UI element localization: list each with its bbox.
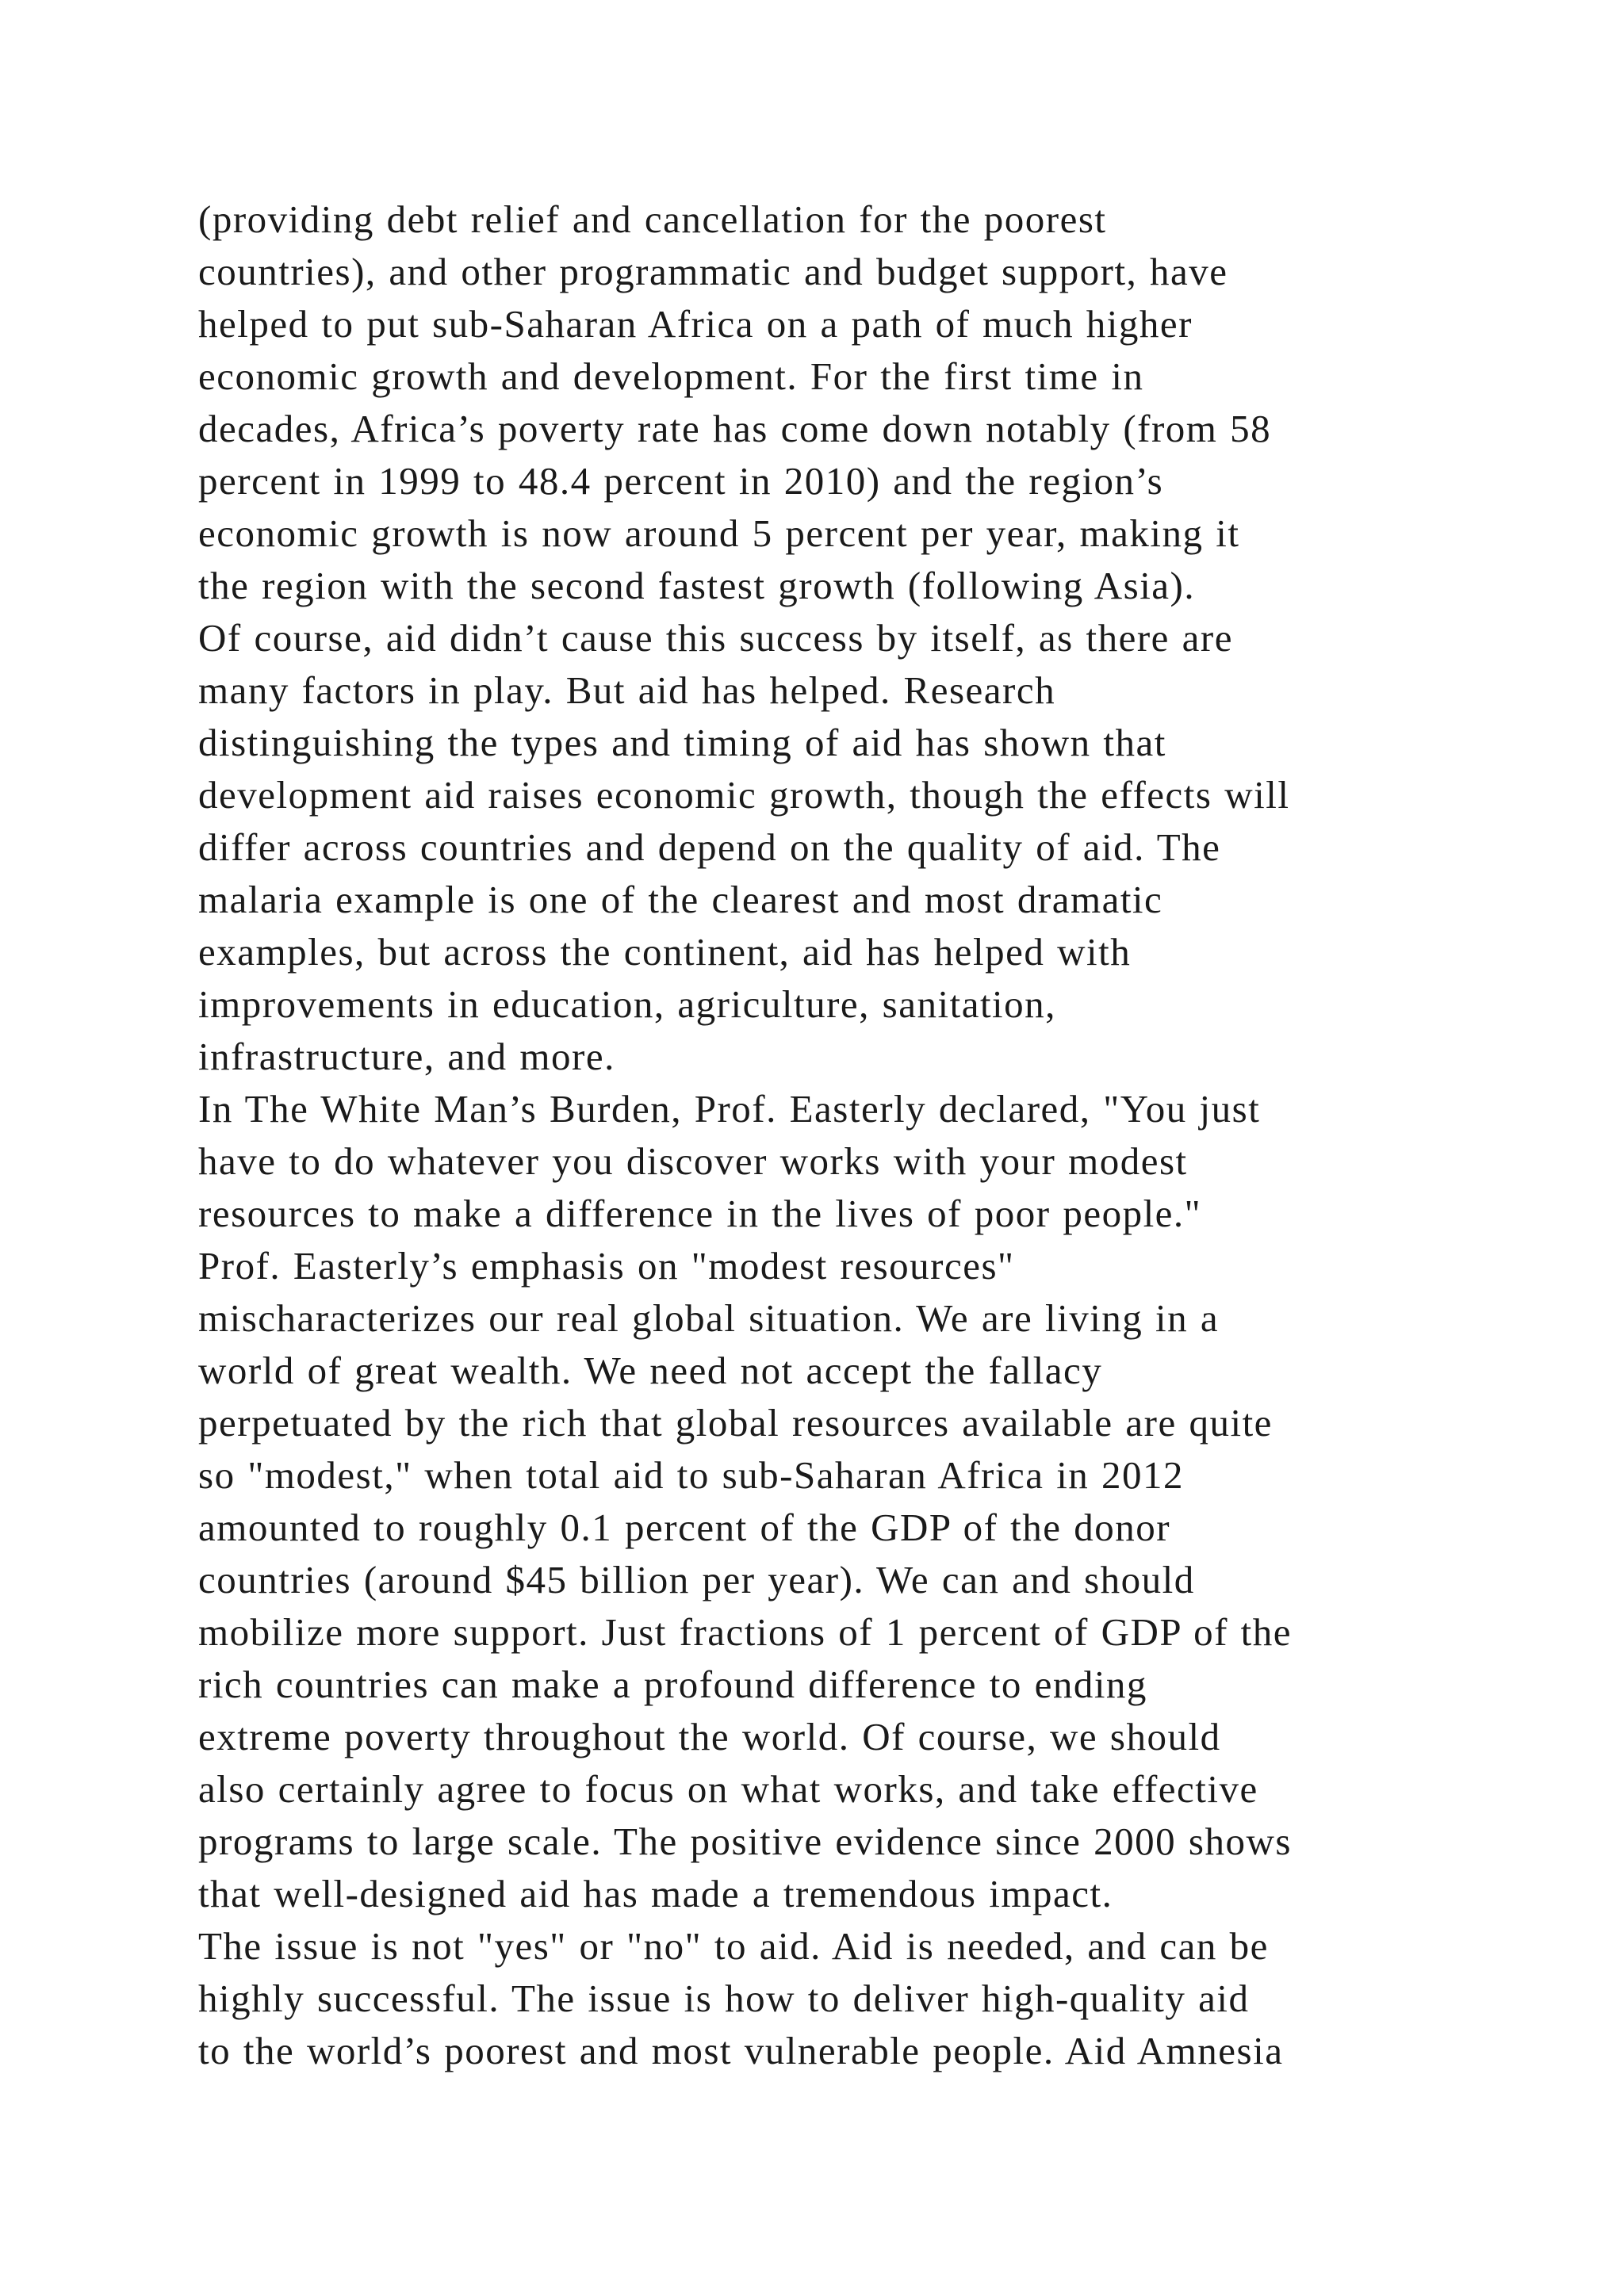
- text-line: to the world’s poorest and most vulnerable people. Aid Amnesia: [198, 2029, 1284, 2072]
- text-line: countries), and other programmatic and budget support, have: [198, 250, 1228, 293]
- text-line: countries (around $45 billion per year). We can and should: [198, 1558, 1195, 1601]
- text-line: have to do whatever you discover works with your modest: [198, 1139, 1188, 1183]
- text-line: perpetuated by the rich that global resources available are quite: [198, 1401, 1273, 1445]
- text-line: helped to put sub-Saharan Africa on a path of much higher: [198, 302, 1193, 346]
- text-line: world of great wealth. We need not accept the fallacy: [198, 1349, 1103, 1392]
- text-line: The issue is not "yes" or "no" to aid. Aid is needed, and can be: [198, 1924, 1269, 1968]
- text-line: mischaracterizes our real global situation. We are living in a: [198, 1296, 1220, 1340]
- text-line: (providing debt relief and cancellation for the poorest: [198, 197, 1107, 241]
- text-line: distinguishing the types and timing of aid has shown that: [198, 721, 1166, 764]
- text-line: rich countries can make a profound difference to ending: [198, 1663, 1147, 1706]
- text-line: infrastructure, and more.: [198, 1035, 615, 1078]
- text-line: that well-designed aid has made a tremendous impact.: [198, 1872, 1113, 1915]
- text-line: improvements in education, agriculture, sanitation,: [198, 982, 1056, 1026]
- text-line: the region with the second fastest growth (following Asia).: [198, 564, 1196, 607]
- body-text: [198, 193, 1483, 2077]
- text-line: mobilize more support. Just fractions of 1 percent of GDP of the: [198, 1610, 1293, 1654]
- text-line: decades, Africa’s poverty rate has come down notably (from 58: [198, 407, 1272, 450]
- text-line: many factors in play. But aid has helped. Research: [198, 668, 1056, 712]
- text-line: programs to large scale. The positive evidence since 2000 shows: [198, 1820, 1292, 1863]
- text-line: percent in 1999 to 48.4 percent in 2010) and the region’s: [198, 459, 1164, 503]
- text-line: economic growth is now around 5 percent per year, making it: [198, 511, 1240, 555]
- text-line: Prof. Easterly’s emphasis on "modest resources": [198, 1244, 1015, 1288]
- text-line: so "modest," when total aid to sub-Saharan Africa in 2012: [198, 1453, 1185, 1497]
- text-line: amounted to roughly 0.1 percent of the GDP of the donor: [198, 1506, 1171, 1549]
- text-line: extreme poverty throughout the world. Of course, we should: [198, 1715, 1221, 1758]
- text-line: economic growth and development. For the first time in: [198, 354, 1144, 398]
- text-line: In The White Man’s Burden, Prof. Easterly declared, "You just: [198, 1087, 1261, 1131]
- text-line: differ across countries and depend on the quality of aid. The: [198, 825, 1221, 869]
- text-line: highly successful. The issue is how to deliver high-quality aid: [198, 1976, 1250, 2020]
- text-line: malaria example is one of the clearest and most dramatic: [198, 878, 1163, 921]
- text-line: Of course, aid didn’t cause this success by itself, as there are: [198, 616, 1233, 660]
- text-line: also certainly agree to focus on what works, and take effective: [198, 1767, 1258, 1811]
- text-line: examples, but across the continent, aid has helped with: [198, 930, 1132, 974]
- text-line: resources to make a difference in the lives of poor people.": [198, 1192, 1202, 1235]
- text-line: development aid raises economic growth, though the effects will: [198, 773, 1290, 817]
